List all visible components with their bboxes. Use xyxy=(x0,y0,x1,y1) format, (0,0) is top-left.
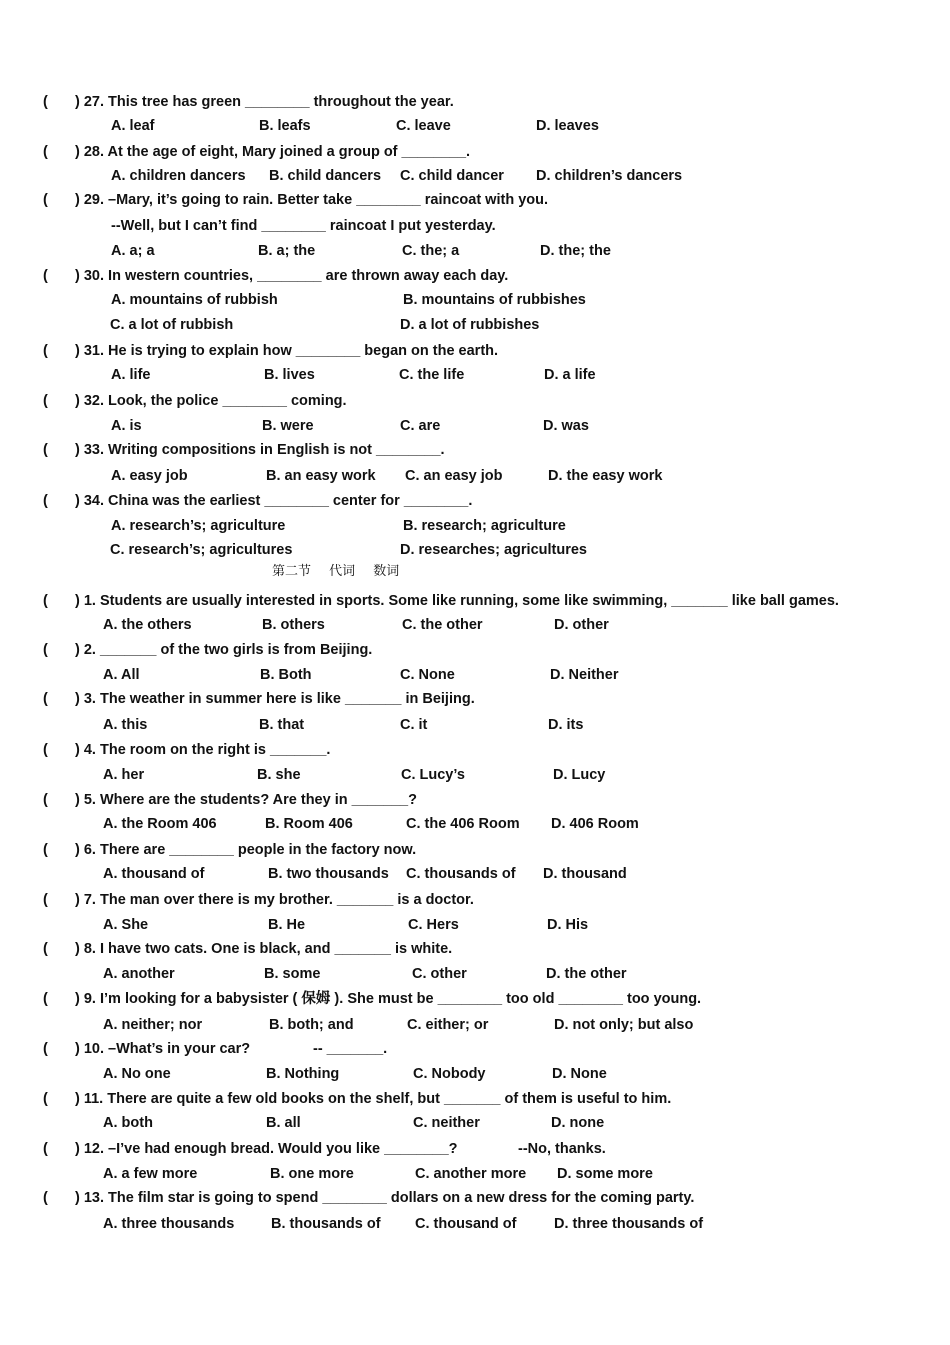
option-b: B. child dancers xyxy=(269,168,382,184)
question-text-continued: --Well, but I can’t find ________ raincoat I put yesterday. xyxy=(111,218,496,234)
option-a: A. thousand of xyxy=(103,866,205,882)
question-reply: -- _______. xyxy=(313,1041,388,1057)
option-a: A. children dancers xyxy=(111,168,246,184)
option-a: A. is xyxy=(111,418,142,434)
option-c: C. a lot of rubbish xyxy=(110,317,234,333)
option-a: A. life xyxy=(111,367,151,383)
answer-paren: ( xyxy=(43,892,48,908)
option-b: B. that xyxy=(259,717,305,733)
option-c: C. Lucy’s xyxy=(401,767,465,783)
answer-paren: ( xyxy=(43,941,48,957)
option-b: B. Both xyxy=(260,667,312,683)
option-d: D. 406 Room xyxy=(551,816,639,832)
option-c: C. it xyxy=(400,717,428,733)
question-text: ) 32. Look, the police ________ coming. xyxy=(75,393,347,409)
option-a: A. research’s; agriculture xyxy=(111,518,286,534)
question-text: ) 2. _______ of the two girls is from Beijing. xyxy=(75,642,373,658)
option-c: C. child dancer xyxy=(400,168,504,184)
answer-paren: ( xyxy=(43,1190,48,1206)
option-d: D. None xyxy=(552,1066,607,1082)
answer-paren: ( xyxy=(43,192,48,208)
question-text: ) 33. Writing compositions in English is not ________. xyxy=(75,442,445,458)
answer-paren: ( xyxy=(43,493,48,509)
answer-paren: ( xyxy=(43,94,48,110)
answer-paren: ( xyxy=(43,343,48,359)
answer-paren: ( xyxy=(43,1041,48,1057)
question-text: ) 4. The room on the right is _______. xyxy=(75,742,331,758)
option-a: A. a; a xyxy=(111,243,155,259)
question-text: ) 1. Students are usually interested in sports. Some like running, some like swimming, _______ like ball games. xyxy=(75,593,839,609)
question-text: ) 30. In western countries, ________ are thrown away each day. xyxy=(75,268,509,284)
option-d: D. some more xyxy=(557,1166,653,1182)
question-text: ) 12. –I’ve had enough bread. Would you like ________? xyxy=(75,1141,458,1157)
option-b: B. she xyxy=(257,767,301,783)
option-c: C. are xyxy=(400,418,441,434)
option-b: B. an easy work xyxy=(266,468,376,484)
option-b: B. leafs xyxy=(259,118,311,134)
option-c: C. another more xyxy=(415,1166,527,1182)
option-c: C. the life xyxy=(399,367,465,383)
question-text: ) 7. The man over there is my brother. _______ is a doctor. xyxy=(75,892,474,908)
option-a: A. No one xyxy=(103,1066,171,1082)
question-reply: --No, thanks. xyxy=(518,1141,606,1157)
question-text: ) 11. There are quite a few old books on the shelf, but _______ of them is useful to him. xyxy=(75,1091,672,1107)
question-text: ) 6. There are ________ people in the factory now. xyxy=(75,842,417,858)
answer-paren: ( xyxy=(43,642,48,658)
option-c: C. an easy job xyxy=(405,468,503,484)
option-c: C. leave xyxy=(396,118,451,134)
option-b: B. both; and xyxy=(269,1017,354,1033)
answer-paren: ( xyxy=(43,442,48,458)
option-d: D. a life xyxy=(544,367,596,383)
option-d: D. the other xyxy=(546,966,627,982)
question-text: ) 31. He is trying to explain how ________ began on the earth. xyxy=(75,343,499,359)
option-d: D. Neither xyxy=(550,667,619,683)
question-text: ) 13. The film star is going to spend ________ dollars on a new dress for the coming party. xyxy=(75,1190,695,1206)
question-text: ) 34. China was the earliest ________ center for ________. xyxy=(75,493,473,509)
option-b: B. two thousands xyxy=(268,866,389,882)
option-d: D. three thousands of xyxy=(554,1216,704,1232)
option-c: C. research’s; agricultures xyxy=(110,542,293,558)
answer-paren: ( xyxy=(43,691,48,707)
answer-paren: ( xyxy=(43,792,48,808)
option-b: B. lives xyxy=(264,367,315,383)
option-b: B. were xyxy=(262,418,314,434)
option-a: A. the Room 406 xyxy=(103,816,217,832)
answer-paren: ( xyxy=(43,1091,48,1107)
question-text: ) 10. –What’s in your car? xyxy=(75,1041,251,1057)
option-d: D. the easy work xyxy=(548,468,663,484)
option-d: D. other xyxy=(554,617,609,633)
option-d: D. not only; but also xyxy=(554,1017,694,1033)
option-a: A. leaf xyxy=(111,118,155,134)
option-b: B. mountains of rubbishes xyxy=(403,292,586,308)
option-b: B. some xyxy=(264,966,321,982)
option-d: D. the; the xyxy=(540,243,611,259)
option-a: A. easy job xyxy=(111,468,188,484)
answer-paren: ( xyxy=(43,991,48,1007)
option-c: C. thousands of xyxy=(406,866,516,882)
option-d: D. His xyxy=(547,917,589,933)
option-b: B. He xyxy=(268,917,306,933)
question-text: ) 8. I have two cats. One is black, and _______ is white. xyxy=(75,941,453,957)
answer-paren: ( xyxy=(43,393,48,409)
answer-paren: ( xyxy=(43,593,48,609)
option-c: C. None xyxy=(400,667,455,683)
option-a: A. another xyxy=(103,966,175,982)
option-c: C. the 406 Room xyxy=(406,816,520,832)
option-d: D. none xyxy=(551,1115,605,1131)
section-heading: 第二节 代词 数词 xyxy=(272,564,400,579)
answer-paren: ( xyxy=(43,742,48,758)
option-d: D. children’s dancers xyxy=(536,168,683,184)
option-c: C. Nobody xyxy=(413,1066,486,1082)
option-b: B. Nothing xyxy=(266,1066,340,1082)
option-b: B. others xyxy=(262,617,325,633)
question-text: ) 28. At the age of eight, Mary joined a group of ________. xyxy=(75,144,471,160)
option-c: C. the other xyxy=(402,617,483,633)
option-c: C. thousand of xyxy=(415,1216,517,1232)
option-b: B. research; agriculture xyxy=(403,518,566,534)
question-text: ) 5. Where are the students? Are they in _______? xyxy=(75,792,417,808)
option-a: A. a few more xyxy=(103,1166,198,1182)
option-d: D. a lot of rubbishes xyxy=(400,317,540,333)
option-b: B. Room 406 xyxy=(265,816,353,832)
option-d: D. thousand xyxy=(543,866,627,882)
option-d: D. its xyxy=(548,717,584,733)
option-a: A. three thousands xyxy=(103,1216,235,1232)
option-b: B. one more xyxy=(270,1166,354,1182)
option-d: D. Lucy xyxy=(553,767,606,783)
option-a: A. She xyxy=(103,917,149,933)
option-a: A. her xyxy=(103,767,145,783)
option-d: D. was xyxy=(543,418,589,434)
answer-paren: ( xyxy=(43,1141,48,1157)
question-text: ) 3. The weather in summer here is like _______ in Beijing. xyxy=(75,691,475,707)
option-d: D. leaves xyxy=(536,118,599,134)
option-a: A. both xyxy=(103,1115,153,1131)
option-a: A. the others xyxy=(103,617,192,633)
answer-paren: ( xyxy=(43,144,48,160)
question-text: ) 29. –Mary, it’s going to rain. Better take ________ raincoat with you. xyxy=(75,192,549,208)
option-a: A. neither; nor xyxy=(103,1017,203,1033)
option-d: D. researches; agricultures xyxy=(400,542,587,558)
option-c: C. either; or xyxy=(407,1017,489,1033)
option-b: B. a; the xyxy=(258,243,316,259)
option-c: C. neither xyxy=(413,1115,480,1131)
option-c: C. other xyxy=(412,966,467,982)
answer-paren: ( xyxy=(43,842,48,858)
question-text: ) 27. This tree has green ________ throughout the year. xyxy=(75,94,454,110)
option-c: C. Hers xyxy=(408,917,459,933)
option-a: A. mountains of rubbish xyxy=(111,292,278,308)
option-b: B. thousands of xyxy=(271,1216,381,1232)
option-b: B. all xyxy=(266,1115,301,1131)
question-text: ) 9. I’m looking for a babysister ( 保姆 ). She must be ________ too old ________ too young. xyxy=(75,991,702,1007)
answer-paren: ( xyxy=(43,268,48,284)
option-a: A. this xyxy=(103,717,148,733)
option-c: C. the; a xyxy=(402,243,460,259)
option-a: A. All xyxy=(103,667,140,683)
